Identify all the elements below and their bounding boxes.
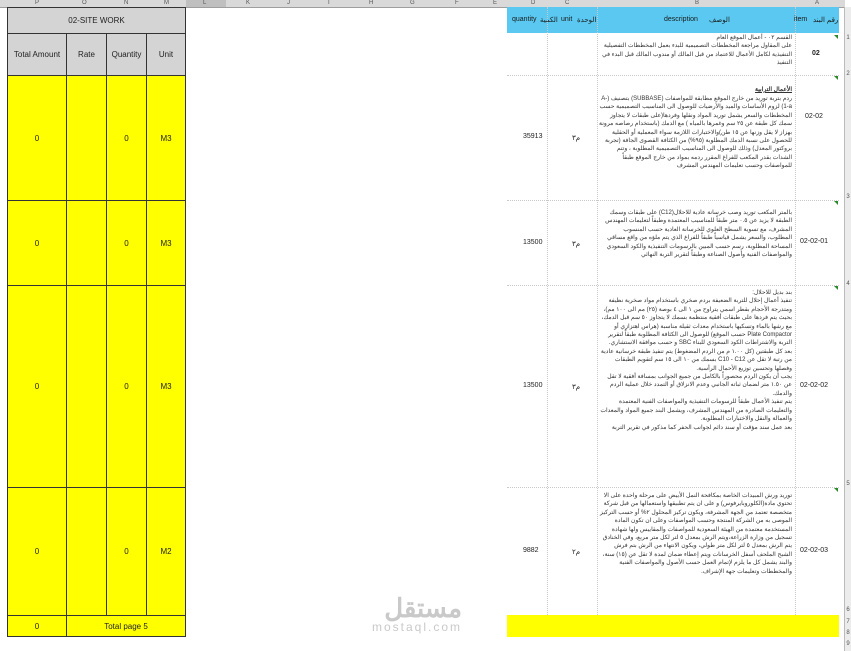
comment-marker-icon[interactable] [834,286,838,290]
column-letter[interactable]: J [287,0,290,6]
item-description[interactable]: بالمتر المكعب توريد وصب خرسانة عادية للاحلال(C12) على طبقات وسمك الطبقة لا يزيد عن ٠.٥ متر طبقاً للمناسيب المعتمدة وطبقاً لتعليمات المهندس المشرف، مع تسوية السطح العلوي للخرسانة العادية حسب المنسوب المطلوب، والسعر يشمل قياسياً طبقاً للفراغ الذي يتم ملؤه من واقع مساقي المساحة المطلوبة، رسم حسب المبين بالرسومات التنفيذية والكود السعودي والمواصفات الفنية وأصول الصناعة وطبقاً لتقرير التربة النهائي [605,210,792,259]
row-number[interactable]: 3 [846,194,850,200]
column-letter[interactable]: L [203,0,207,6]
column-letter[interactable]: N [124,0,129,6]
watermark-latin: mostaql.com [372,620,463,634]
row-number[interactable]: 4 [846,281,850,287]
header-quantity-label[interactable]: quantity [512,16,537,23]
total-row-highlight[interactable] [507,615,839,637]
header-unit[interactable]: Unit [146,33,186,76]
header-item-ar[interactable]: رقم البند [813,17,839,24]
mostaql-watermark-logo [372,593,462,634]
header-unit-ar[interactable]: الوحدة [577,17,597,24]
grid-line [507,200,839,201]
row-number[interactable]: 6 [846,607,850,613]
section-description[interactable]: القسم ٠٢ - أعمال الموقع العام على المقاول مراجعة المخططات التصميمية للبدء بعمل المخططات التفصيلية التنفيذية لكامل الأعمال للاعتماد من قبل المالك أو مندوب المالك قبل البدء في التنفيذ [602,35,792,67]
cell-unit[interactable]: M3 [146,75,186,201]
cell-rate[interactable] [66,75,107,201]
grid-line [507,487,839,488]
cell-quantity[interactable]: 0 [106,75,147,201]
column-letter[interactable]: G [410,0,415,6]
section-item-number[interactable]: 02 [812,50,820,57]
comment-marker-icon[interactable] [834,201,838,205]
quantity-cell[interactable]: 13500 [523,239,543,246]
row-number[interactable]: 1 [846,35,850,41]
quantity-cell[interactable]: 9882 [523,547,539,554]
row-header-bar [844,7,851,651]
row-number[interactable]: 5 [846,481,850,487]
row-number[interactable]: 8 [846,630,850,636]
header-total-amount[interactable]: Total Amount [7,33,67,76]
grid-line [795,7,796,615]
unit-cell[interactable]: م٢ [572,549,581,556]
item-number[interactable]: 02-02-03 [800,547,829,554]
cell-unit[interactable]: M3 [146,285,186,488]
grid-line [597,7,598,615]
column-letter[interactable]: P [35,0,40,6]
row-number[interactable]: 2 [846,71,850,77]
table-title[interactable]: 02-SITE WORK [7,7,186,34]
comment-marker-icon[interactable] [834,35,838,39]
item-description[interactable]: توريد ورش المبيدات الخاصة بمكافحة النمل الأبيض على مرحلة واحدة على الا تحتوي مادة(الكلوروبايرفوس) و على ان يتم تطبيقها واستعمالها من قبل شركة متخصصة تعتمد من الجهة المشرفة، ويكون تركيز المحلول ٢% أو حسب التركيز الموصى به من الشركة المنتجة وحسب المواصفات وعلى ان تكون المادة المستخدمة معتمدة من الهيئة السعودية للمواصفات والمقاييس ولها شهادة تسجيل من وزارة الزراعة،ويتم الرش بمعدل ٥ لتر لكل متر مربع، وفي الخنادق يتم الرش بمعدل ٥ لتر لكل متر طولي، ويكون الانتهاء من الرش بتم فرش الشبح الملحف أسفل الخرسانات ويتم إعطاء ضمان لمدة لا تقل عن (١٥) سنة، والبند يشمل كل ما يلزم لإتمام العمل حسب الأصول والمواصفات الفنية والمخططات وتعليمات جهة الإشراف. [600,493,792,575]
cell-rate[interactable] [66,487,107,616]
footer-total-page-label[interactable]: Total page 5 [66,615,186,637]
cell-quantity[interactable]: 0 [106,285,147,488]
item-number[interactable]: 02-02-02 [800,382,829,389]
bill-of-quantities-header [507,7,839,33]
quantity-cell[interactable]: 13500 [523,382,543,389]
cell-total-amount[interactable]: 0 [7,200,67,286]
cell-total-amount[interactable]: 0 [7,285,67,488]
column-letter[interactable]: E [493,0,498,6]
cell-rate[interactable] [66,200,107,286]
column-letter[interactable]: I [328,0,330,6]
column-letter[interactable]: H [369,0,374,6]
grid-line [507,285,839,286]
cell-total-amount[interactable]: 0 [7,75,67,201]
header-rate[interactable]: Rate [66,33,107,76]
cell-unit[interactable]: M3 [146,200,186,286]
cell-unit[interactable]: M2 [146,487,186,616]
header-description-label[interactable]: description [664,16,698,23]
cell-rate[interactable] [66,285,107,488]
row-number[interactable]: 9 [846,641,850,647]
column-letter[interactable]: K [246,0,251,6]
header-quantity[interactable]: Quantity [106,33,147,76]
row-number[interactable]: 7 [846,619,850,625]
section-subheading: الأعمال الترابية [755,87,792,93]
unit-cell[interactable]: م٣ [572,241,581,248]
header-item-label[interactable]: item [794,16,808,23]
column-letter[interactable]: O [82,0,87,6]
column-letter[interactable]: C [565,0,570,6]
quantity-cell[interactable]: 35913 [523,133,543,140]
header-quantity-ar[interactable]: الكمية [540,17,558,24]
header-description-ar[interactable]: الوصف [709,17,730,24]
unit-cell[interactable]: م٣ [572,384,581,391]
cell-quantity[interactable]: 0 [106,200,147,286]
item-number[interactable]: 02-02 [805,113,823,120]
item-description[interactable]: ردم بتربة توريد من خارج الموقع مطابقة للمواصفات (SUBBASE) بتصنيف (A-1-a) لزوم الأساسات والميد والأرضيات للوصول الى المناسيب التصميمية حسب المخططات والسعر يشمل توريد المواد ونقلها وفردها(على طبقات لا يتجاوز سمك كل طبقة عن ٢٥ سم وغمرها بالمياه ) مع الدمك (باستخدام رصاصه مرونة بهزاز لا يقل وزنها عن ١٥ طن)والاختبارات اللازمة سواء المعملية أو الحقلية للحصول على نسبة الدمك المطلوبة (٩٥%) من الكثافة القصوى الجافة (تجربة بروكتور المعدل) وذلك للوصول الى المناسيب التصميمية المطلوبة ، وتتم الشدات بقدر المكعب للفراغ المقرر ردمه بمواد من خارج الموقع طبقاً للمواصفات وحسب تعليمات المهندس المشرف [599,96,792,170]
unit-cell[interactable]: م٣ [572,135,581,142]
column-letter[interactable]: M [164,0,169,6]
grid-line [507,75,839,76]
column-letter[interactable]: B [695,0,700,6]
cell-total-amount[interactable]: 0 [7,487,67,616]
header-unit-label[interactable]: unit [561,16,573,23]
column-letter[interactable]: D [531,0,536,6]
grid-line [547,7,548,615]
comment-marker-icon[interactable] [834,76,838,80]
column-letter[interactable]: A [815,0,820,6]
item-number[interactable]: 02-02-01 [800,238,829,245]
footer-total[interactable]: 0 [7,615,67,637]
item-description[interactable]: بند بديل للاحلال: تنفيذ أعمال إحلال للتربة الضعيفة بردم صخري باستخدام مواد صخرية نظيفة ومتدرجة الأحجام بقطر اسمي يتراوح من ١ الى ٤ بوصة (٢٥) مم الى ١٠٠ مم)، بحيث يتم فردها على طبقات أفقية منتظمة بسمك لا يتجاوز ٥٠ سم قبل الدمك، مع رشها بالماء وتسكيها باستخدام معدات ثقيلة مناسبة (هراس اهتزازي أو Plate Compactor حسب الموقع) للوصول الى الكثافة المطلوبة طبقاً لتقرير التربة والاشتراطات الكود السعودي للبناء SBC و حسب موافقة الاستشاري. بعد كل طبقتين (كل ١.٠٠ م من الردم المضغوط) يتم تنفيذ طبقة خرسانية عادية من رتبة لا تقل عن C10 - C12 بسمك من ١٠ الى ١٥ سم لتقويم الطبقات وفصلها وتحسين توزيع الأحمال الرأسية. يجب أن يكون الردم محصوراً بالكامل من جميع الجوانب بمسافة أفقية لا تقل عن ١.٥٠ متر لضمان ثباته الجانبي وعدم الانزلاق أو التمدد خلال عملية الردم والدمك. يتم تنفيذ الأعمال طبقاً للرسومات التنفيذية والمواصفات الفنية المعتمدة والتعليمات الصادرة من المهندس المشرف، ويشمل البند جميع المواد والمعدات والعمالة والنقل والاختبارات المطلوبة. بعد عمل سند مؤقت أو سند دائم لجوانب الحفر كما مذكور في تقرير التربة [600,290,792,431]
comment-marker-icon[interactable] [834,488,838,492]
column-letter[interactable]: F [455,0,459,6]
watermark-arabic: مستقل [384,593,463,623]
cell-quantity[interactable]: 0 [106,487,147,616]
